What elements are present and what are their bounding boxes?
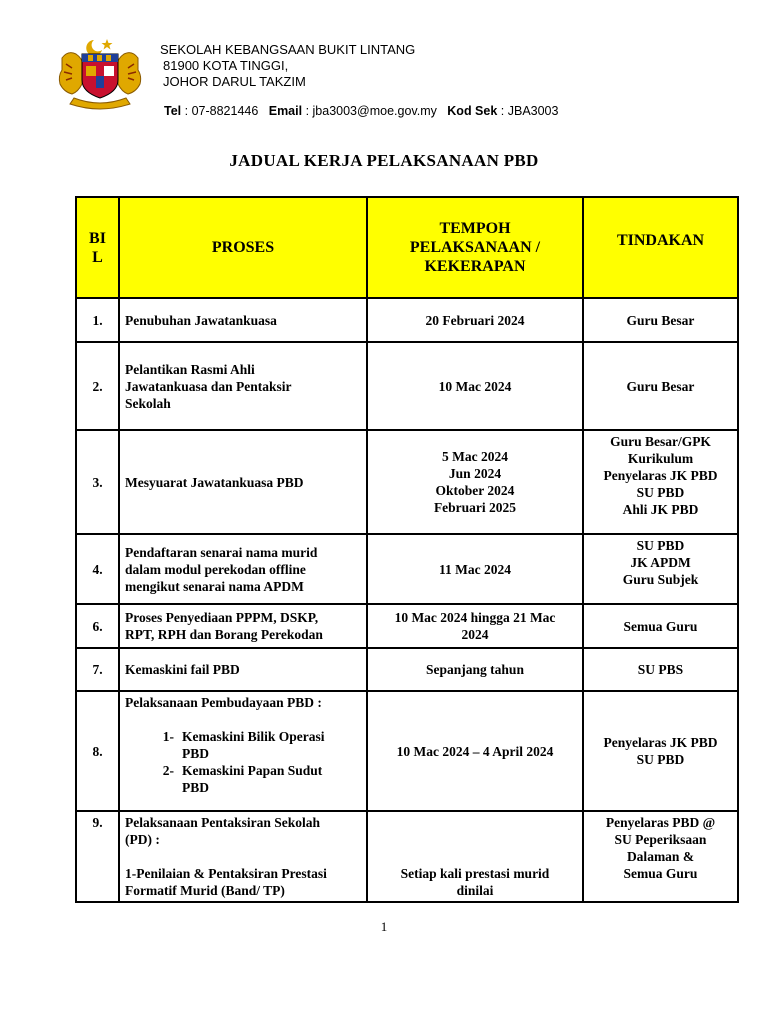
row-tempoh-line: 2024 xyxy=(461,627,489,642)
row-tindakan-line: Penyelaras JK PBD xyxy=(603,735,718,750)
address-line-2: JOHOR DARUL TAKZIM xyxy=(163,74,306,89)
row-bil: 1. xyxy=(76,298,119,342)
header-tempoh xyxy=(367,197,583,298)
row-bil: 3. xyxy=(76,430,119,534)
contact-line xyxy=(164,104,558,118)
kod-sek-value: : JBA3003 xyxy=(500,104,559,118)
row-tindakan-line: SU PBD xyxy=(636,752,685,767)
row-tempoh-line: dinilai xyxy=(456,883,494,898)
row-bil: 4. xyxy=(76,534,119,604)
sub-item-line: PBD xyxy=(182,746,209,761)
row-tempoh-line: Oktober 2024 xyxy=(435,483,515,498)
row-proses xyxy=(119,604,367,648)
row-tindakan-line: SU Peperiksaan xyxy=(614,832,707,847)
row-proses xyxy=(119,811,367,902)
row-tindakan-line: Penyelaras JK PBD xyxy=(603,468,718,483)
table-row xyxy=(76,648,738,691)
sub-item-line: PBD xyxy=(182,780,209,795)
table-row xyxy=(76,604,738,648)
row-proses-line: 1-Penilaian & Pentaksiran Prestasi xyxy=(125,866,327,881)
row-tindakan-line: Ahli JK PBD xyxy=(622,502,699,517)
row-proses-heading: Pelaksanaan Pembudayaan PBD : xyxy=(125,695,322,710)
row-tindakan-line: Kurikulum xyxy=(627,451,694,466)
row-tindakan xyxy=(583,691,738,811)
header-bil-line2: L xyxy=(92,248,103,266)
row-proses: Kemaskini fail PBD xyxy=(119,648,367,691)
table-row xyxy=(76,298,738,342)
page-number: 1 xyxy=(380,919,388,934)
row-tempoh-line: Jun 2024 xyxy=(448,466,502,481)
row-proses-line: (PD) : xyxy=(125,832,160,847)
row-proses: Penubuhan Jawatankuasa xyxy=(119,298,367,342)
header-tempoh-line1: TEMPOH xyxy=(439,220,511,237)
email-value: : jba3003@moe.gov.my xyxy=(305,104,437,118)
row-tindakan: Guru Besar xyxy=(583,298,738,342)
row-tindakan-line: Semua Guru xyxy=(623,866,698,881)
sub-item-line: Kemaskini Bilik Operasi xyxy=(182,729,325,744)
row-tindakan: Guru Besar xyxy=(583,342,738,430)
table-row xyxy=(76,691,738,811)
email-label: Email xyxy=(268,104,303,118)
sub-item-list xyxy=(125,728,361,796)
table-row xyxy=(76,342,738,430)
schedule-table xyxy=(75,196,739,903)
row-tindakan-line: Penyelaras PBD @ xyxy=(605,815,716,830)
address-line-1: 81900 KOTA TINGGI, xyxy=(163,58,289,73)
row-proses-line: mengikut senarai nama APDM xyxy=(125,578,304,594)
row-tempoh-line: Februari 2025 xyxy=(433,500,517,515)
table-row xyxy=(76,430,738,534)
row-tempoh xyxy=(367,604,583,648)
tel-label: Tel xyxy=(164,104,182,118)
row-tempoh: 20 Februari 2024 xyxy=(367,298,583,342)
header-bil xyxy=(76,197,119,298)
row-tempoh xyxy=(367,811,583,902)
row-proses-line: dalam modul perekodan offline xyxy=(125,561,306,577)
row-tempoh-line: Setiap kali prestasi murid xyxy=(400,866,550,881)
row-tindakan xyxy=(583,534,738,604)
row-tempoh: 10 Mac 2024 – 4 April 2024 xyxy=(367,691,583,811)
row-tindakan: Semua Guru xyxy=(583,604,738,648)
row-tindakan-line: SU PBD xyxy=(636,538,685,553)
table-header-row xyxy=(76,197,738,298)
row-proses-line: Pelaksanaan Pentaksiran Sekolah xyxy=(125,815,321,830)
row-bil: 9. xyxy=(76,811,119,902)
row-proses: Mesyuarat Jawatankuasa PBD xyxy=(119,430,367,534)
header-tindakan: TINDAKAN xyxy=(583,197,738,298)
row-tindakan-line: Dalaman & xyxy=(626,849,695,864)
school-address-block xyxy=(160,42,415,90)
row-bil: 7. xyxy=(76,648,119,691)
row-tindakan-line: Guru Subjek xyxy=(622,572,699,587)
header-proses: PROSES xyxy=(119,197,367,298)
kod-sek-label: Kod Sek xyxy=(447,104,498,118)
row-proses-line: Sekolah xyxy=(125,395,171,411)
row-proses xyxy=(119,691,367,811)
row-bil: 8. xyxy=(76,691,119,811)
header-bil-line1: BI xyxy=(89,229,106,247)
list-item xyxy=(125,762,361,796)
sub-item-number: 2- xyxy=(162,763,174,778)
document-title: JADUAL KERJA PELAKSANAAN PBD xyxy=(229,151,539,170)
row-tempoh xyxy=(367,430,583,534)
table-row xyxy=(76,534,738,604)
row-tindakan xyxy=(583,430,738,534)
sub-item-text xyxy=(174,762,322,796)
row-tempoh: 10 Mac 2024 xyxy=(367,342,583,430)
row-tempoh: Sepanjang tahun xyxy=(367,648,583,691)
row-proses xyxy=(119,342,367,430)
sub-item-line: Kemaskini Papan Sudut xyxy=(182,763,323,778)
school-name: SEKOLAH KEBANGSAAN BUKIT LINTANG xyxy=(160,42,416,57)
row-proses-line: Pendaftaran senarai nama murid xyxy=(125,544,318,560)
row-tindakan-line: Guru Besar/GPK xyxy=(610,434,711,449)
row-tindakan xyxy=(583,811,738,902)
row-proses-line: RPT, RPH dan Borang Perekodan xyxy=(125,627,323,642)
sub-item-number: 1- xyxy=(162,729,174,744)
row-proses xyxy=(119,534,367,604)
row-tindakan: SU PBS xyxy=(583,648,738,691)
row-tempoh-line: 10 Mac 2024 hingga 21 Mac xyxy=(394,610,556,625)
tel-value: : 07-8821446 xyxy=(184,104,259,118)
table-row xyxy=(76,811,738,902)
list-item xyxy=(125,728,361,762)
header-tempoh-line2: PELAKSANAAN / xyxy=(409,239,541,256)
row-tindakan-line: SU PBD xyxy=(636,485,685,500)
header-tempoh-line3: KEKERAPAN xyxy=(424,258,526,275)
row-proses-line: Formatif Murid (Band/ TP) xyxy=(125,883,285,898)
row-proses-line: Jawatankuasa dan Pentaksir xyxy=(125,378,292,394)
spacer xyxy=(125,848,361,865)
row-bil: 2. xyxy=(76,342,119,430)
row-tempoh-line: 5 Mac 2024 xyxy=(442,449,508,464)
sub-item-text xyxy=(174,728,325,762)
row-proses-line: Proses Penyediaan PPPM, DSKP, xyxy=(125,610,319,625)
row-tempoh: 11 Mac 2024 xyxy=(367,534,583,604)
row-bil: 6. xyxy=(76,604,119,648)
row-proses-line: Pelantikan Rasmi Ahli xyxy=(125,361,255,377)
row-tindakan-line: JK APDM xyxy=(630,555,691,570)
malaysia-coat-of-arms-icon xyxy=(52,36,148,112)
